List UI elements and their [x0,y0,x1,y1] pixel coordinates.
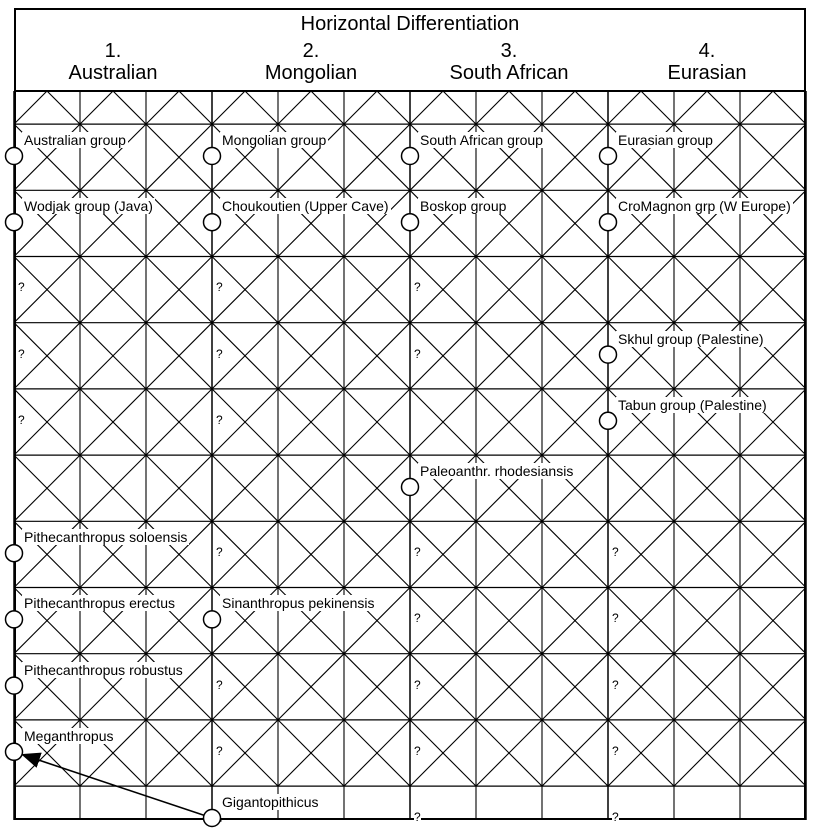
taxon-label: Australian group [24,132,126,148]
evolution-arrows [23,755,222,822]
uncertain-marker: ? [414,743,421,758]
taxon-node [204,148,221,165]
uncertain-marker: ? [414,677,421,692]
taxon-node [204,214,221,231]
column-name: Mongolian [264,62,358,84]
taxon-node [6,677,23,694]
taxon-label: Pithecanthropus soloensis [24,529,188,546]
uncertain-marker: ? [216,743,223,758]
column-header-4 [612,40,802,84]
uncertain-marker: ? [414,346,421,361]
descent-arrow [23,755,222,822]
taxon-node [6,611,23,628]
column-header-1 [18,40,208,84]
taxon-node [204,611,221,628]
uncertain-marker: ? [414,810,421,824]
taxon-label: CroMagnon grp (W Europe) [618,198,791,215]
taxon-node [6,148,23,165]
uncertain-marker: ? [612,743,619,758]
taxon-node [600,214,617,231]
taxon-node [6,743,23,760]
taxon-label: Choukoutien (Upper Cave) [222,198,389,215]
uncertain-marker: ? [216,545,223,560]
uncertain-marker: ? [18,346,25,361]
taxon-label: Meganthropus [24,727,114,744]
taxon-node [600,346,617,363]
taxon-label: South African group [420,132,543,148]
taxon-nodes [6,148,617,827]
uncertain-marker: ? [18,280,25,295]
taxon-label: Pithecanthropus robustus [24,661,183,678]
column-header-2 [216,40,406,84]
taxon-label: Mongolian group [222,132,327,148]
uncertain-marker: ? [216,346,223,361]
taxon-label: Boskop group [420,198,507,215]
taxon-node [600,412,617,429]
taxon-node [6,545,23,562]
taxon-node [6,214,23,231]
cross-hatch-grid [14,58,806,820]
taxon-node [600,148,617,165]
uncertain-marker: ? [612,810,619,824]
uncertain-marker: ? [612,545,619,560]
taxon-label: Wodjak group (Java) [24,198,153,215]
uncertain-marker: ? [612,677,619,692]
taxon-node [402,479,419,496]
uncertain-marker: ? [216,677,223,692]
taxon-node [204,810,221,827]
diagram-title: Horizontal Differentiation [300,13,520,35]
uncertain-marker: ? [18,412,25,427]
taxon-label: Gigantopithicus [222,794,319,810]
taxon-label: Skhul group (Palestine) [618,330,764,347]
column-name: Australian [68,62,158,84]
column-number: 3. [500,40,518,62]
uncertain-marker: ? [216,280,223,295]
taxon-label: Tabun group (Palestine) [618,396,767,413]
uncertain-marker: ? [216,412,223,427]
column-number: 1. [104,40,122,62]
taxon-node [402,214,419,231]
column-name: South African [449,62,569,84]
column-number: 4. [698,40,716,62]
column-header-3 [414,40,604,84]
taxon-label: Eurasian group [618,132,713,148]
column-name: Eurasian [667,62,747,84]
uncertain-marker: ? [414,545,421,560]
uncertain-marker: ? [414,280,421,295]
taxon-label: Pithecanthropus erectus [24,595,175,612]
taxon-label: Paleoanthr. rhodesiansis [420,463,574,479]
uncertain-marker: ? [414,611,421,626]
column-number: 2. [302,40,320,62]
taxon-label: Sinanthropus pekinensis [222,595,375,612]
taxon-node [402,148,419,165]
uncertain-marker: ? [612,611,619,626]
